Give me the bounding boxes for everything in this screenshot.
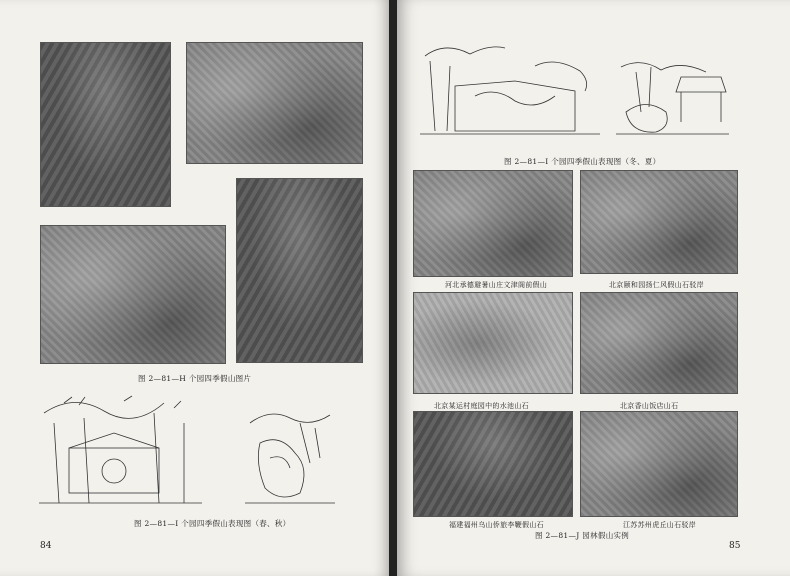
photo-caption-2: 北京颐和园扬仁风假山石驳岸 [609,281,704,289]
figure-j-caption: 图 2—81—J 园林假山实例 [535,531,630,540]
page-number-right: 85 [729,541,741,551]
photo-pond-rockery [40,225,226,364]
sketch-summer [611,52,733,138]
photo-fuzhou [413,411,573,517]
photo-bamboo-rock [40,42,171,207]
photo-yiheyuan [580,170,738,274]
sketch-autumn [240,403,340,506]
sketch-winter [415,36,605,138]
photo-caption-4: 北京香山饭店山石 [620,402,679,410]
figure-i-caption-right: 图 2—81—I 个园四季假山表现图（冬、夏） [504,157,661,166]
photo-chengde [413,170,573,277]
photo-suzhou [580,411,738,517]
photo-tree-rockery [236,178,363,363]
sketch-spring [34,393,206,506]
figure-h-caption: 图 2—81—H 个园四季假山图片 [138,374,252,383]
book-gutter [389,0,397,576]
photo-caption-1: 河北承德避暑山庄文津阁前假山 [445,281,548,289]
figure-i-caption-left: 图 2—81—I 个园四季假山表现图（春、秋） [134,519,291,528]
left-page [0,0,389,576]
photo-xiangshan [580,292,738,394]
photo-caption-5: 福建福州乌山侨旅李鞭假山石 [449,521,544,529]
photo-caption-6: 江苏苏州虎丘山石驳岸 [623,521,696,529]
photo-rockery-pavilion [186,42,363,164]
photo-pond-village [413,292,573,394]
photo-caption-3: 北京某运村庭园中的水池山石 [434,402,529,410]
right-page [397,0,790,576]
page-number-left: 84 [40,541,52,551]
